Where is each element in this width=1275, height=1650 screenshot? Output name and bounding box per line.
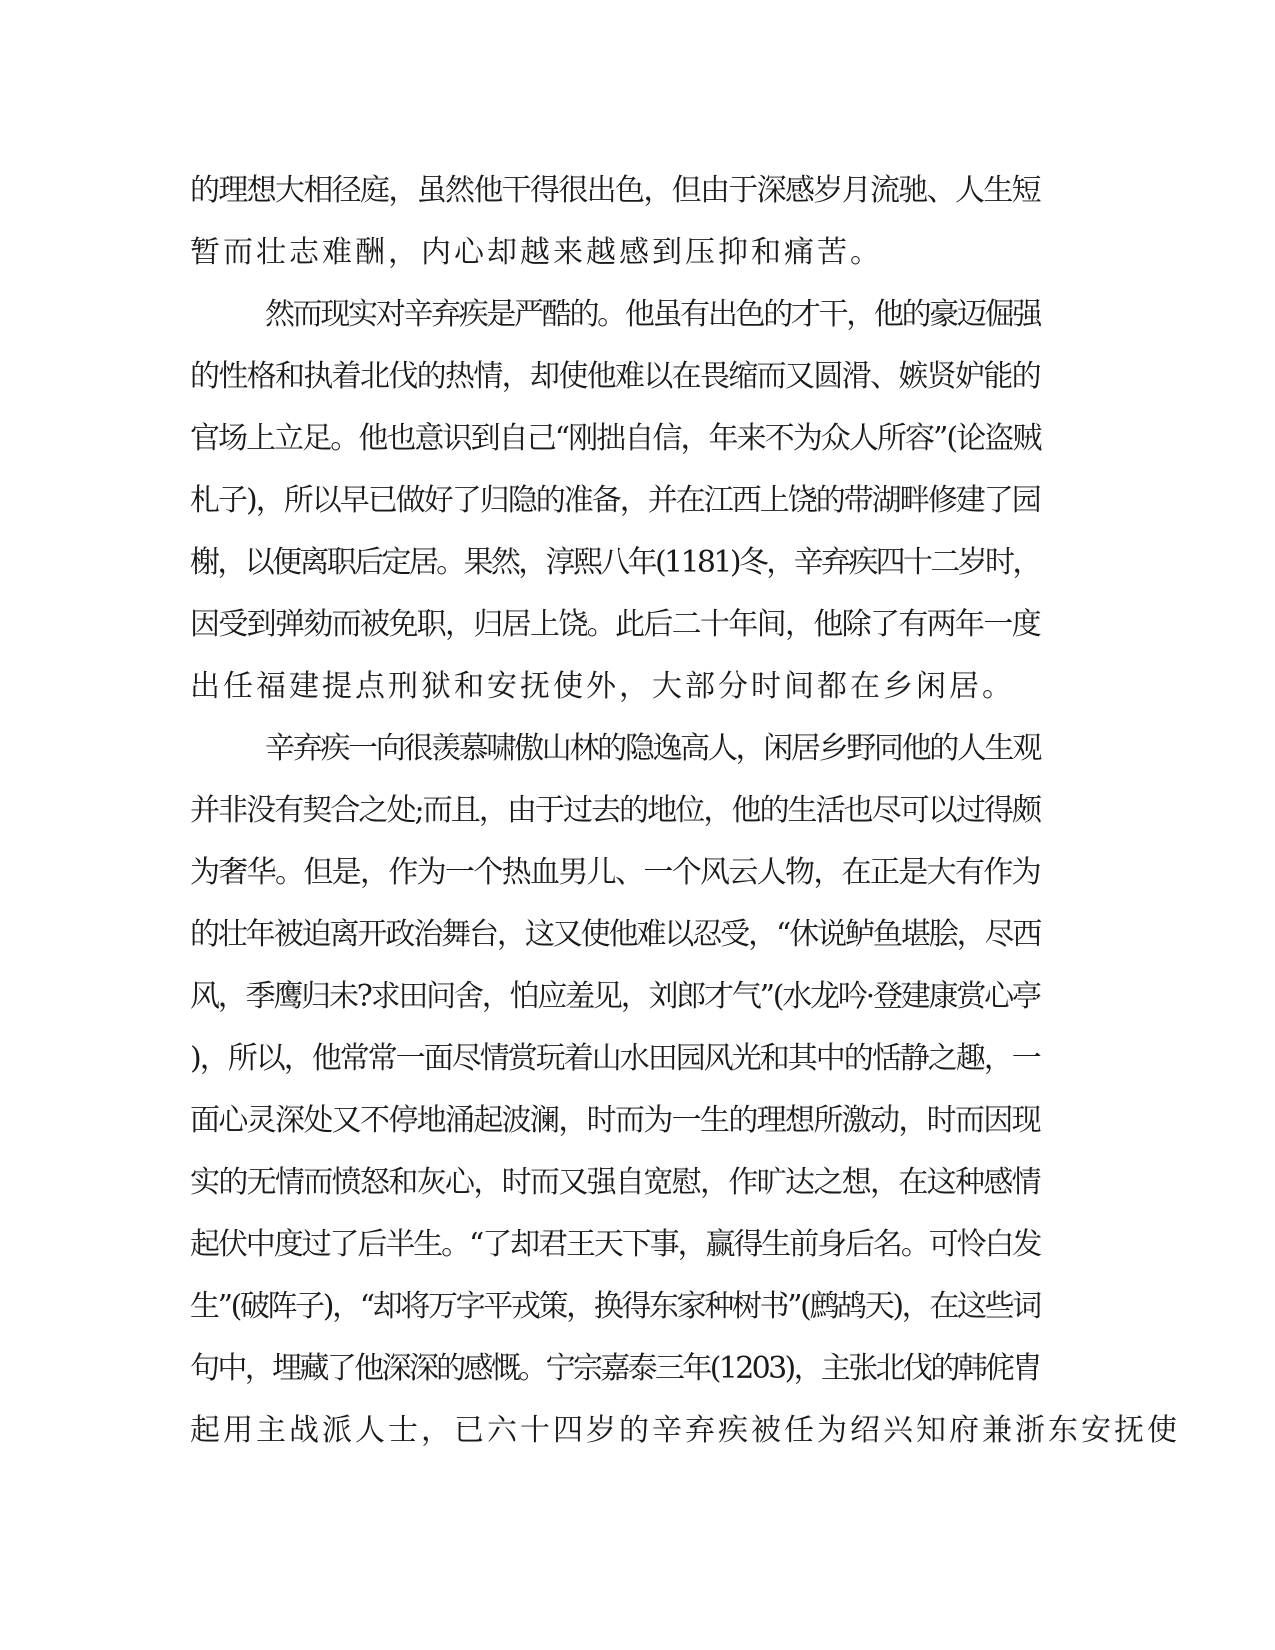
text-line: 榭，以便离职后定居。果然，淳熙八年(1181)冬，辛弃疾四十二岁时， (190, 545, 1040, 580)
text-line: 札子)，所以早已做好了归隐的准备，并在江西上饶的带湖畔修建了园 (190, 483, 1040, 518)
text-line: 的性格和执着北伐的热情，却使他难以在畏缩而又圆滑、嫉贤妒能的 (190, 359, 1040, 394)
text-line: 并非没有契合之处;而且，由于过去的地位，他的生活也尽可以过得颇 (190, 793, 1041, 828)
text-line: 句中，埋藏了他深深的感慨。宁宗嘉泰三年(1203)，主张北伐的韩侂胄 (190, 1351, 1040, 1386)
text-line: 起用主战派人士，已六十四岁的辛弃疾被任为绍兴知府兼浙东安抚使 (190, 1413, 1180, 1448)
text-line: 为奢华。但是，作为一个热血男儿、一个风云人物，在正是大有作为 (190, 855, 1040, 890)
text-line: 风，季鹰归未?求田问舍，怕应羞见，刘郎才气”(水龙吟·登建康赏心亭 (190, 979, 1040, 1014)
text-line: 的壮年被迫离开政治舞台，这又使他难以忍受，“休说鲈鱼堪脍，尽西 (190, 917, 1041, 952)
text-line: )，所以，他常常一面尽情赏玩着山水田园风光和其中的恬静之趣，一 (190, 1041, 1040, 1076)
text-line: 出任福建提点刑狱和安抚使外，大部分时间都在乡闲居。 (190, 669, 1015, 704)
text-line: 起伏中度过了后半生。“了却君王天下事，赢得生前身后名。可怜白发 (190, 1227, 1041, 1262)
text-line: 生”(破阵子)，“却将万字平戎策，换得东家种树书”(鹧鸪天)，在这些词 (190, 1289, 1040, 1324)
text-line: 暂而壮志难酬，内心却越来越感到压抑和痛苦。 (190, 235, 883, 270)
text-line: 因受到弹劾而被免职，归居上饶。此后二十年间，他除了有两年一度 (190, 607, 1040, 642)
text-line: 面心灵深处又不停地涌起波澜，时而为一生的理想所激动，时而因现 (190, 1103, 1040, 1138)
text-line: 实的无情而愤怒和灰心，时而又强自宽慰，作旷达之想，在这种感情 (190, 1165, 1040, 1200)
text-line: 的理想大相径庭，虽然他干得很出色，但由于深感岁月流驰、人生短 (190, 173, 1040, 208)
body-text (190, 160, 1180, 1462)
text-line: 辛弃疾一向很羡慕啸傲山林的隐逸高人，闲居乡野同他的人生观 (265, 731, 1040, 766)
text-line: 官场上立足。他也意识到自己“刚拙自信，年来不为众人所容”(论盗贼 (190, 421, 1041, 456)
text-line: 然而现实对辛弃疾是严酷的。他虽有出色的才干，他的豪迈倔强 (265, 297, 1040, 332)
